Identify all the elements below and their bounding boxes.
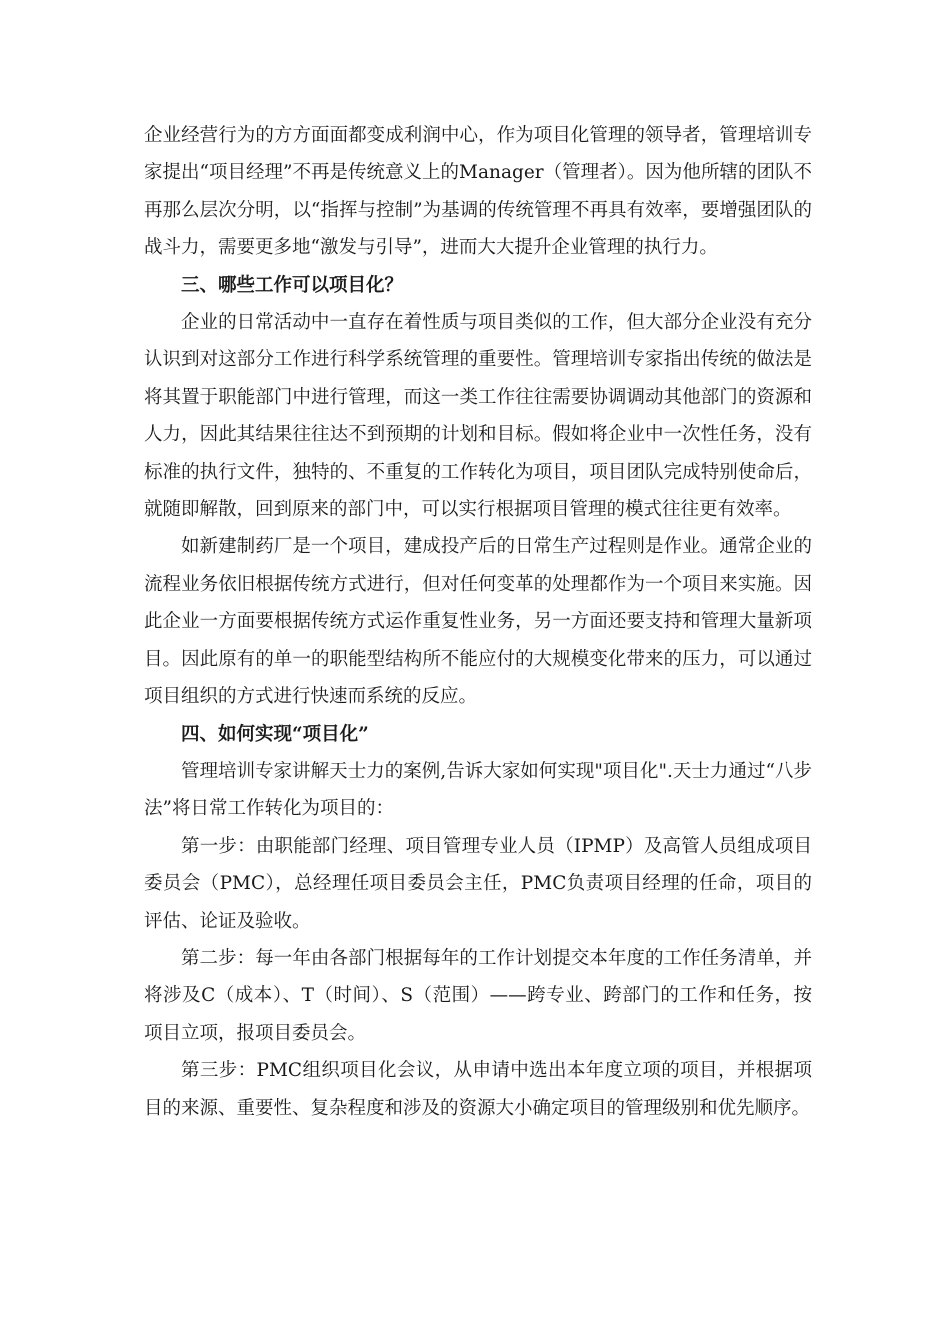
paragraph: 如新建制药厂是一个项目，建成投产后的日常生产过程则是作业。通常企业的流程业务依旧根据传统方式进行，但对任何变革的处理都作为一个项目来实施。因此企业一方面要根据传统方式运作重复性业务，另一方面还要支持和管理大量新项目。因此原有的单一的职能型结构所不能应付的大规模变化带来的压力，可以通过项目组织的方式进行快速而系统的反应。 xyxy=(144,536,812,708)
section-heading-4: 四、如何实现“项目化” xyxy=(181,723,369,745)
step-paragraph-3: 第三步：PMC组织项目化会议，从申请中选出本年度立项的项目，并根据项目的来源、重要性、复杂程度和涉及的资源大小确定项目的管理级别和优先顺序。 xyxy=(144,1060,812,1119)
paragraph-continued: 企业经营行为的方方面面都变成利润中心，作为项目化管理的领导者，管理培训专家提出“项目经理”不再是传统意义上的Manager（管理者）。因为他所辖的团队不再那么层次分明，以“指挥与控制”为基调的传统管理不再具有效率，要增强团队的战斗力，需要更多地“激发与引导”，进而大大提升企业管理的执行力。 xyxy=(144,125,812,259)
step-paragraph-1: 第一步：由职能部门经理、项目管理专业人员（IPMP）及高管人员组成项目委员会（PMC），总经理任项目委员会主任，PMC负责项目经理的任命，项目的评估、论证及验收。 xyxy=(144,835,812,932)
section-heading-3: 三、哪些工作可以项目化？ xyxy=(181,274,404,296)
document-body xyxy=(144,117,812,1127)
step-paragraph-2: 第二步：每一年由各部门根据每年的工作计划提交本年度的工作任务清单，并将涉及C（成本）、T（时间）、S（范围）——跨专业、跨部门的工作和任务，按项目立项，报项目委员会。 xyxy=(144,947,812,1044)
paragraph: 企业的日常活动中一直存在着性质与项目类似的工作，但大部分企业没有充分认识到对这部分工作进行科学系统管理的重要性。管理培训专家指出传统的做法是将其置于职能部门中进行管理，而这一类工作往往需要协调调动其他部门的资源和人力，因此其结果往往达不到预期的计划和目标。假如将企业中一次性任务，没有标准的执行文件，独特的、不重复的工作转化为项目，项目团队完成特别使命后，就随即解散，回到原来的部门中，可以实行根据项目管理的模式往往更有效率。 xyxy=(144,312,812,521)
paragraph: 管理培训专家讲解天士力的案例,告诉大家如何实现"项目化".天士力通过“八步法”将日常工作转化为项目的： xyxy=(144,760,812,820)
